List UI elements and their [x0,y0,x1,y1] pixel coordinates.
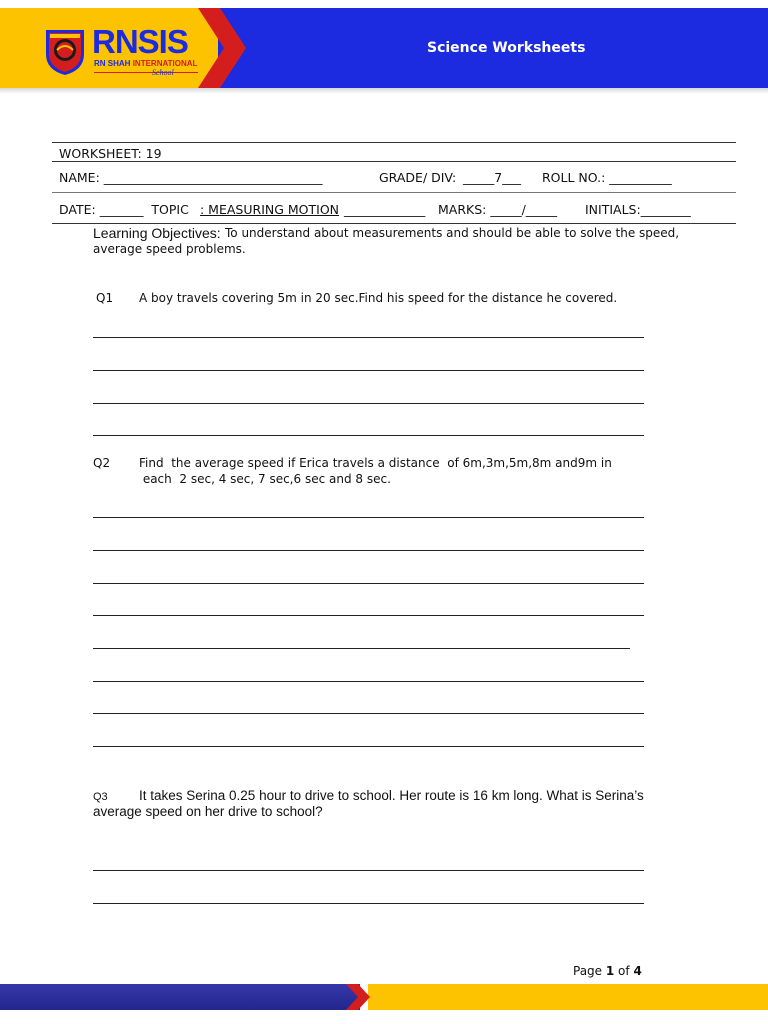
q3-text: It takes Serina 0.25 hour to drive to school. Her route is 16 km long. What is Serina’s average speed on her drive to school? [93,788,644,819]
table-rule-2 [52,161,736,162]
q2-answer-line [93,517,644,518]
header-chevron-icon [198,8,246,88]
roll-field: ROLL NO.: __________ [542,170,672,185]
header-shadow [0,88,768,94]
q2-answer-line [93,681,644,682]
q2-answer-line [93,615,644,616]
footer-chevron-icon [346,984,376,1010]
table-rule-top [52,142,736,143]
logo-subtitle-a: RN SHAH [94,59,131,68]
q1-answer-line [93,403,644,404]
q2-answer-line [93,583,644,584]
page-total: 4 [633,964,642,978]
topic-blank: _____________ [344,202,426,217]
page-prefix: Page [573,964,606,978]
header-title: Science Worksheets [427,40,586,56]
school-logo [44,23,204,84]
date-topic-label: DATE: _______ TOPIC [59,202,189,217]
q2-text-2: each 2 sec, 4 sec, 7 sec,6 sec and 8 sec. [139,472,391,486]
q2-text-1: Find the average speed if Erica travels a distance of 6m,3m,5m,8m and9m in [139,456,612,470]
logo-subtitle-b: INTERNATIONAL [132,59,198,68]
logo-wordmark: RNSIS [92,23,188,60]
worksheet-number: WORKSHEET: 19 [59,146,162,161]
grade-label: GRADE/ DIV: [379,170,461,185]
q1-answer-line [93,435,644,436]
table-rule-3 [52,192,736,193]
logo-subtitle [94,59,197,68]
objectives-text-2: average speed problems. [93,242,246,256]
q3-number: Q3 [93,791,108,803]
school-emblem-icon [44,28,86,76]
topic-value: : MEASURING MOTION [200,202,340,217]
q1-answer-line [93,370,644,371]
page-number [573,964,642,978]
grade-value: _____7___ [463,170,521,185]
q1-number: Q1 [96,291,114,305]
footer-blue-band [0,984,360,1010]
initials-field: INITIALS:________ [585,202,691,217]
footer-yellow-band [368,984,768,1010]
q2-answer-line [93,648,630,649]
q1-answer-line [93,337,644,338]
objectives-text-1: To understand about measurements and should be able to solve the speed, [225,226,680,240]
q1-text: A boy travels covering 5m in 20 sec.Find his speed for the distance he covered. [139,291,618,305]
marks-field: MARKS: _____/_____ [438,202,558,217]
logo-underline [94,72,198,73]
table-rule-bottom [52,223,736,224]
q3-answer-line [93,903,644,904]
page-of: of [614,964,634,978]
page-current: 1 [605,964,615,978]
logo-school: School [152,68,174,77]
objectives-label: Learning Objectives: [93,225,221,241]
q2-number: Q2 [93,456,111,470]
q2-answer-line [93,713,644,714]
q3-answer-line [93,870,644,871]
page-header [0,8,768,88]
q2-answer-line [93,746,644,747]
name-field: NAME: ___________________________________ [59,170,323,185]
q2-answer-line [93,550,644,551]
